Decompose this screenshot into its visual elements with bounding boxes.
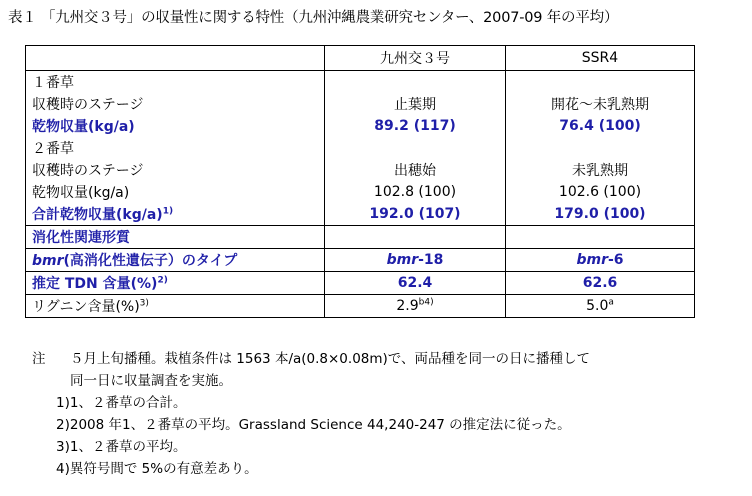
lignin-label: リグニン含量(%)$^{3)}$ (26, 295, 325, 318)
cut2-stage-a: 出穂始 (325, 159, 506, 181)
tdn-b: 62.6 (506, 272, 695, 295)
yield-table (25, 45, 695, 318)
table-row (26, 159, 695, 181)
cut2-stage-b: 未乳熟期 (506, 159, 695, 181)
table-row (26, 71, 695, 94)
tdn-a: 62.4 (325, 272, 506, 295)
cut1-dm-a: 89.2 (117) (325, 115, 506, 137)
cut1-dm-b: 76.4 (100) (506, 115, 695, 137)
table-row (26, 137, 695, 159)
header-blank-cell (26, 46, 325, 71)
header-variety-b: SSR4 (506, 46, 695, 71)
bmr-type-label: bmr(高消化性遺伝子）のタイプ (26, 249, 325, 272)
table-row (26, 203, 695, 226)
lignin-a: $2.9^{b4)}$ (325, 295, 506, 318)
note-line (32, 348, 742, 370)
total-dm-label: 合計乾物収量$(kg/a)^{1)}$ (26, 203, 325, 226)
footnote-item: 3)1、２番草の平均。 (56, 439, 187, 455)
tdn-label: 推定 TDN 含量(%)$^{2)}$ (26, 272, 325, 295)
cut1-stage-a: 止葉期 (325, 93, 506, 115)
footnote-item: 2)2008 年1、２番草の平均。Grassland Science 44,240-247 の推定法に従った。 (56, 417, 571, 433)
total-dm-b: 179.0 (100) (506, 203, 695, 226)
digestibility-heading: 消化性関連形質 (26, 226, 325, 249)
bmr-type-a: bmr-18 (325, 249, 506, 272)
cut1-dm-label: 乾物収量(kg/a) (26, 115, 325, 137)
table-header-row (26, 46, 695, 71)
table-row (26, 249, 695, 272)
cut1-stage-b: 開花～未乳熟期 (506, 93, 695, 115)
note-line: 同一日に収量調査を実施。 (70, 373, 232, 389)
lignin-b: 5.0$^a$ (506, 295, 695, 318)
table-row (26, 295, 695, 318)
cut1-stage-label: 収穫時のステージ (26, 93, 325, 115)
total-dm-a: 192.0 (107) (325, 203, 506, 226)
footnote-item: 1)1、２番草の合計。 (56, 395, 187, 411)
header-variety-a: 九州交３号 (325, 46, 506, 71)
cut2-heading: ２番草 (26, 137, 325, 159)
table-row (26, 115, 695, 137)
note-mark: 注 (32, 351, 46, 367)
cut2-dm-label: 乾物収量(kg/a) (26, 181, 325, 203)
cut2-dm-a: 102.8 (100) (325, 181, 506, 203)
table-row (26, 272, 695, 295)
cut2-stage-label: 収穫時のステージ (26, 159, 325, 181)
table-notes (32, 348, 742, 480)
note-text: ５月上旬播種。栽植条件は 1563 本/a(0.8×0.08m)で、両品種を同一の日に播種して (70, 351, 591, 367)
cut2-dm-b: 102.6 (100) (506, 181, 695, 203)
cut1-heading: １番草 (26, 71, 325, 94)
table-row (26, 181, 695, 203)
table-row (26, 226, 695, 249)
footnote-item: 4)異符号間で 5%の有意差あり。 (56, 461, 258, 477)
table-caption: 表１ 「九州交３号」の収量性に関する特性（九州沖縄農業研究センター、2007-09 年の平均） (8, 10, 619, 26)
table-row (26, 93, 695, 115)
bmr-type-b: bmr-6 (506, 249, 695, 272)
